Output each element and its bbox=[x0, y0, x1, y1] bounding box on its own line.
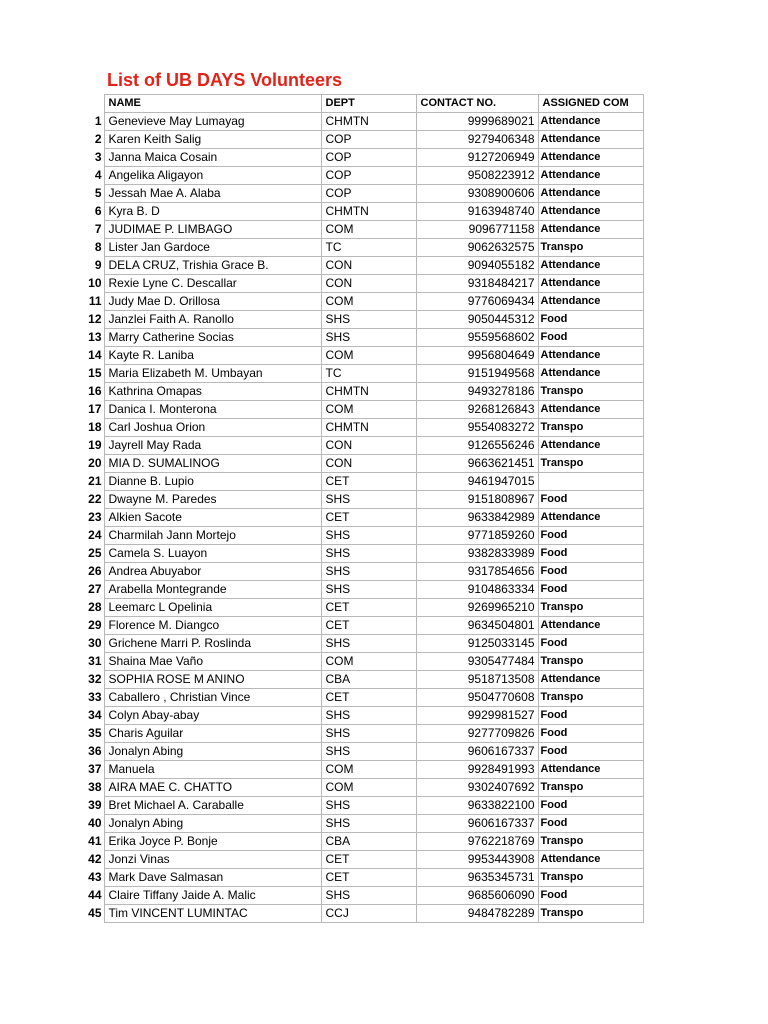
table-row bbox=[84, 401, 643, 419]
table-row bbox=[84, 581, 643, 599]
row-number: 9 bbox=[94, 258, 102, 272]
table-row bbox=[84, 275, 643, 293]
volunteer-dept: SHS bbox=[321, 743, 416, 761]
volunteer-dept: CET bbox=[321, 851, 416, 869]
contact-number: 9268126843 bbox=[416, 401, 538, 419]
volunteer-name: AIRA MAE C. CHATTO bbox=[104, 779, 321, 797]
volunteer-dept: COM bbox=[321, 761, 416, 779]
volunteer-dept: CHMTN bbox=[321, 113, 416, 131]
table-row bbox=[84, 509, 643, 527]
contact-number: 9127206949 bbox=[416, 149, 538, 167]
volunteer-name: Arabella Montegrande bbox=[104, 581, 321, 599]
table-row bbox=[84, 689, 643, 707]
table-row bbox=[84, 257, 643, 275]
contact-number: 9776069434 bbox=[416, 293, 538, 311]
row-number: 2 bbox=[94, 132, 102, 146]
volunteer-name: Jayrell May Rada bbox=[104, 437, 321, 455]
row-number: 6 bbox=[94, 204, 102, 218]
contact-number: 9929981527 bbox=[416, 707, 538, 725]
contact-number: 9685606090 bbox=[416, 887, 538, 905]
table-row bbox=[84, 347, 643, 365]
assigned-com: Food bbox=[538, 311, 643, 329]
row-number: 24 bbox=[88, 528, 102, 542]
assigned-com: Food bbox=[538, 329, 643, 347]
volunteer-name: Jonzi Vinas bbox=[104, 851, 321, 869]
contact-number: 9956804649 bbox=[416, 347, 538, 365]
assigned-com bbox=[538, 473, 643, 491]
row-number: 31 bbox=[88, 654, 102, 668]
assigned-com: Attendance bbox=[538, 365, 643, 383]
volunteer-name: Janna Maica Cosain bbox=[104, 149, 321, 167]
row-number: 29 bbox=[88, 618, 102, 632]
volunteer-name: Grichene Marri P. Roslinda bbox=[104, 635, 321, 653]
row-number: 5 bbox=[94, 186, 102, 200]
volunteer-name: Leemarc L Opelinia bbox=[104, 599, 321, 617]
volunteer-dept: CHMTN bbox=[321, 203, 416, 221]
row-number: 37 bbox=[88, 762, 102, 776]
contact-number: 9094055182 bbox=[416, 257, 538, 275]
table-row bbox=[84, 635, 643, 653]
row-number: 22 bbox=[88, 492, 102, 506]
contact-number: 9163948740 bbox=[416, 203, 538, 221]
volunteer-dept: CET bbox=[321, 617, 416, 635]
row-number: 21 bbox=[88, 474, 102, 488]
table-row bbox=[84, 473, 643, 491]
header-number bbox=[84, 95, 104, 113]
table-row bbox=[84, 113, 643, 131]
assigned-com: Attendance bbox=[538, 509, 643, 527]
assigned-com: Transpo bbox=[538, 905, 643, 923]
volunteer-name: Carl Joshua Orion bbox=[104, 419, 321, 437]
table-row bbox=[84, 545, 643, 563]
assigned-com: Attendance bbox=[538, 437, 643, 455]
table-row bbox=[84, 311, 643, 329]
volunteer-name: Angelika Aligayon bbox=[104, 167, 321, 185]
volunteer-dept: CON bbox=[321, 437, 416, 455]
row-number: 15 bbox=[88, 366, 102, 380]
table-row bbox=[84, 707, 643, 725]
volunteer-dept: CET bbox=[321, 509, 416, 527]
volunteer-name: Camela S. Luayon bbox=[104, 545, 321, 563]
contact-number: 9125033145 bbox=[416, 635, 538, 653]
contact-number: 9928491993 bbox=[416, 761, 538, 779]
volunteer-name: Genevieve May Lumayag bbox=[104, 113, 321, 131]
contact-number: 9953443908 bbox=[416, 851, 538, 869]
table-row bbox=[84, 869, 643, 887]
volunteer-name: DELA CRUZ, Trishia Grace B. bbox=[104, 257, 321, 275]
volunteer-name: Maria Elizabeth M. Umbayan bbox=[104, 365, 321, 383]
row-number: 39 bbox=[88, 798, 102, 812]
row-number: 18 bbox=[88, 420, 102, 434]
contact-number: 9484782289 bbox=[416, 905, 538, 923]
row-number: 14 bbox=[88, 348, 102, 362]
table-row bbox=[84, 185, 643, 203]
contact-number: 9151808967 bbox=[416, 491, 538, 509]
contact-number: 9305477484 bbox=[416, 653, 538, 671]
contact-number: 9269965210 bbox=[416, 599, 538, 617]
volunteer-dept: COP bbox=[321, 131, 416, 149]
volunteer-dept: CCJ bbox=[321, 905, 416, 923]
table-row bbox=[84, 365, 643, 383]
table-row bbox=[84, 203, 643, 221]
volunteer-name: Lister Jan Gardoce bbox=[104, 239, 321, 257]
table-row bbox=[84, 671, 643, 689]
contact-number: 9504770608 bbox=[416, 689, 538, 707]
table-row bbox=[84, 131, 643, 149]
volunteer-name: Alkien Sacote bbox=[104, 509, 321, 527]
table-row bbox=[84, 221, 643, 239]
assigned-com: Food bbox=[538, 545, 643, 563]
row-number: 40 bbox=[88, 816, 102, 830]
row-number: 28 bbox=[88, 600, 102, 614]
row-number: 13 bbox=[88, 330, 102, 344]
volunteer-dept: SHS bbox=[321, 329, 416, 347]
row-number: 20 bbox=[88, 456, 102, 470]
volunteer-dept: CET bbox=[321, 869, 416, 887]
row-number: 41 bbox=[88, 834, 102, 848]
volunteer-name: Dwayne M. Paredes bbox=[104, 491, 321, 509]
assigned-com: Attendance bbox=[538, 671, 643, 689]
assigned-com: Attendance bbox=[538, 203, 643, 221]
volunteer-dept: CHMTN bbox=[321, 383, 416, 401]
assigned-com: Food bbox=[538, 815, 643, 833]
volunteer-name: Charmilah Jann Mortejo bbox=[104, 527, 321, 545]
contact-number: 9382833989 bbox=[416, 545, 538, 563]
row-number: 25 bbox=[88, 546, 102, 560]
table-row bbox=[84, 599, 643, 617]
table-row bbox=[84, 167, 643, 185]
volunteer-name: Andrea Abuyabor bbox=[104, 563, 321, 581]
volunteer-name: Shaina Mae Vaño bbox=[104, 653, 321, 671]
contact-number: 9308900606 bbox=[416, 185, 538, 203]
contact-number: 9126556246 bbox=[416, 437, 538, 455]
table-row bbox=[84, 797, 643, 815]
volunteer-dept: CET bbox=[321, 599, 416, 617]
table-row bbox=[84, 383, 643, 401]
assigned-com: Transpo bbox=[538, 455, 643, 473]
table-row bbox=[84, 743, 643, 761]
volunteer-dept: SHS bbox=[321, 635, 416, 653]
row-number: 10 bbox=[88, 276, 102, 290]
row-number: 17 bbox=[88, 402, 102, 416]
table-row bbox=[84, 293, 643, 311]
contact-number: 9633822100 bbox=[416, 797, 538, 815]
assigned-com: Food bbox=[538, 887, 643, 905]
contact-number: 9461947015 bbox=[416, 473, 538, 491]
assigned-com: Attendance bbox=[538, 347, 643, 365]
volunteer-name: Dianne B. Lupio bbox=[104, 473, 321, 491]
table-row bbox=[84, 329, 643, 347]
row-number: 26 bbox=[88, 564, 102, 578]
assigned-com: Food bbox=[538, 563, 643, 581]
assigned-com: Food bbox=[538, 527, 643, 545]
volunteer-dept: SHS bbox=[321, 545, 416, 563]
volunteer-dept: TC bbox=[321, 365, 416, 383]
volunteer-name: Kyra B. D bbox=[104, 203, 321, 221]
row-number: 30 bbox=[88, 636, 102, 650]
row-number: 38 bbox=[88, 780, 102, 794]
volunteer-name: Kayte R. Laniba bbox=[104, 347, 321, 365]
volunteer-dept: SHS bbox=[321, 707, 416, 725]
assigned-com: Food bbox=[538, 707, 643, 725]
contact-number: 9508223912 bbox=[416, 167, 538, 185]
volunteer-name: Jessah Mae A. Alaba bbox=[104, 185, 321, 203]
contact-number: 9762218769 bbox=[416, 833, 538, 851]
contact-number: 9518713508 bbox=[416, 671, 538, 689]
table-row bbox=[84, 761, 643, 779]
row-number: 33 bbox=[88, 690, 102, 704]
assigned-com: Food bbox=[538, 581, 643, 599]
assigned-com: Transpo bbox=[538, 653, 643, 671]
volunteer-name: Danica I. Monterona bbox=[104, 401, 321, 419]
volunteer-dept: SHS bbox=[321, 815, 416, 833]
volunteer-name: Claire Tiffany Jaide A. Malic bbox=[104, 887, 321, 905]
volunteer-dept: CON bbox=[321, 275, 416, 293]
volunteer-name: Charis Aguilar bbox=[104, 725, 321, 743]
contact-number: 9104863334 bbox=[416, 581, 538, 599]
assigned-com: Food bbox=[538, 797, 643, 815]
volunteer-name: Jonalyn Abing bbox=[104, 743, 321, 761]
assigned-com: Attendance bbox=[538, 401, 643, 419]
volunteer-dept: COP bbox=[321, 167, 416, 185]
volunteer-dept: SHS bbox=[321, 581, 416, 599]
row-number: 11 bbox=[88, 294, 102, 308]
contact-number: 9317854656 bbox=[416, 563, 538, 581]
contact-number: 9771859260 bbox=[416, 527, 538, 545]
assigned-com: Transpo bbox=[538, 833, 643, 851]
volunteer-name: Kathrina Omapas bbox=[104, 383, 321, 401]
volunteer-dept: SHS bbox=[321, 725, 416, 743]
volunteer-name: Marry Catherine Socias bbox=[104, 329, 321, 347]
volunteer-name: Rexie Lyne C. Descallar bbox=[104, 275, 321, 293]
volunteer-name: Jonalyn Abing bbox=[104, 815, 321, 833]
contact-number: 9663621451 bbox=[416, 455, 538, 473]
contact-number: 9554083272 bbox=[416, 419, 538, 437]
contact-number: 9493278186 bbox=[416, 383, 538, 401]
row-number: 35 bbox=[88, 726, 102, 740]
contact-number: 9279406348 bbox=[416, 131, 538, 149]
contact-number: 9302407692 bbox=[416, 779, 538, 797]
header-row bbox=[84, 95, 643, 113]
assigned-com: Attendance bbox=[538, 185, 643, 203]
row-number: 43 bbox=[88, 870, 102, 884]
row-number: 32 bbox=[88, 672, 102, 686]
assigned-com: Transpo bbox=[538, 239, 643, 257]
contact-number: 9634504801 bbox=[416, 617, 538, 635]
volunteer-dept: COP bbox=[321, 149, 416, 167]
volunteer-dept: SHS bbox=[321, 311, 416, 329]
volunteer-dept: CON bbox=[321, 455, 416, 473]
assigned-com: Attendance bbox=[538, 257, 643, 275]
assigned-com: Attendance bbox=[538, 167, 643, 185]
assigned-com: Attendance bbox=[538, 851, 643, 869]
contact-number: 9606167337 bbox=[416, 743, 538, 761]
assigned-com: Transpo bbox=[538, 689, 643, 707]
assigned-com: Attendance bbox=[538, 221, 643, 239]
table-row bbox=[84, 815, 643, 833]
table-row bbox=[84, 437, 643, 455]
row-number: 36 bbox=[88, 744, 102, 758]
header-assigned-com: ASSIGNED COM bbox=[538, 95, 643, 113]
table-row bbox=[84, 149, 643, 167]
volunteer-dept: CHMTN bbox=[321, 419, 416, 437]
volunteer-dept: COM bbox=[321, 779, 416, 797]
table-row bbox=[84, 419, 643, 437]
volunteer-dept: SHS bbox=[321, 887, 416, 905]
volunteer-dept: COM bbox=[321, 221, 416, 239]
assigned-com: Transpo bbox=[538, 869, 643, 887]
volunteer-dept: CBA bbox=[321, 833, 416, 851]
row-number: 8 bbox=[94, 240, 102, 254]
table-row bbox=[84, 887, 643, 905]
volunteer-name: Bret Michael A. Caraballe bbox=[104, 797, 321, 815]
page-title: List of UB DAYS Volunteers bbox=[107, 70, 343, 90]
table-row bbox=[84, 905, 643, 923]
contact-number: 9635345731 bbox=[416, 869, 538, 887]
volunteer-name: Tim VINCENT LUMINTAC bbox=[104, 905, 321, 923]
volunteer-name: Judy Mae D. Orillosa bbox=[104, 293, 321, 311]
contact-number: 9318484217 bbox=[416, 275, 538, 293]
volunteers-table bbox=[84, 94, 644, 923]
volunteer-dept: SHS bbox=[321, 491, 416, 509]
contact-number: 9559568602 bbox=[416, 329, 538, 347]
contact-number: 9151949568 bbox=[416, 365, 538, 383]
row-number: 42 bbox=[88, 852, 102, 866]
assigned-com: Transpo bbox=[538, 383, 643, 401]
row-number: 44 bbox=[88, 888, 102, 902]
assigned-com: Transpo bbox=[538, 599, 643, 617]
row-number: 7 bbox=[94, 222, 102, 236]
volunteer-name: Florence M. Diangco bbox=[104, 617, 321, 635]
table-row bbox=[84, 725, 643, 743]
volunteer-dept: CET bbox=[321, 689, 416, 707]
table-row bbox=[84, 491, 643, 509]
assigned-com: Food bbox=[538, 725, 643, 743]
table-row bbox=[84, 617, 643, 635]
volunteer-name: Manuela bbox=[104, 761, 321, 779]
table-row bbox=[84, 527, 643, 545]
row-number: 3 bbox=[94, 150, 102, 164]
header-contact: CONTACT NO. bbox=[416, 95, 538, 113]
table-row bbox=[84, 779, 643, 797]
volunteer-name: Karen Keith Salig bbox=[104, 131, 321, 149]
contact-number: 9277709826 bbox=[416, 725, 538, 743]
volunteer-dept: CON bbox=[321, 257, 416, 275]
volunteer-dept: SHS bbox=[321, 527, 416, 545]
volunteer-dept: SHS bbox=[321, 563, 416, 581]
volunteer-dept: COM bbox=[321, 401, 416, 419]
assigned-com: Food bbox=[538, 491, 643, 509]
volunteer-dept: COM bbox=[321, 347, 416, 365]
contact-number: 9606167337 bbox=[416, 815, 538, 833]
assigned-com: Attendance bbox=[538, 113, 643, 131]
volunteer-name: Erika Joyce P. Bonje bbox=[104, 833, 321, 851]
volunteer-name: Mark Dave Salmasan bbox=[104, 869, 321, 887]
assigned-com: Attendance bbox=[538, 617, 643, 635]
header-name: NAME bbox=[104, 95, 321, 113]
volunteer-name: Colyn Abay-abay bbox=[104, 707, 321, 725]
volunteer-dept: COP bbox=[321, 185, 416, 203]
contact-number: 9050445312 bbox=[416, 311, 538, 329]
volunteer-dept: COM bbox=[321, 293, 416, 311]
contact-number: 9096771158 bbox=[416, 221, 538, 239]
assigned-com: Attendance bbox=[538, 293, 643, 311]
assigned-com: Transpo bbox=[538, 419, 643, 437]
header-dept: DEPT bbox=[321, 95, 416, 113]
row-number: 34 bbox=[88, 708, 102, 722]
contact-number: 9062632575 bbox=[416, 239, 538, 257]
contact-number: 9633842989 bbox=[416, 509, 538, 527]
row-number: 27 bbox=[88, 582, 102, 596]
assigned-com: Attendance bbox=[538, 275, 643, 293]
volunteer-dept: CBA bbox=[321, 671, 416, 689]
volunteer-name: SOPHIA ROSE M ANINO bbox=[104, 671, 321, 689]
volunteer-dept: CET bbox=[321, 473, 416, 491]
row-number: 23 bbox=[88, 510, 102, 524]
row-number: 45 bbox=[88, 906, 102, 920]
volunteer-name: MIA D. SUMALINOG bbox=[104, 455, 321, 473]
volunteer-name: Janzlei Faith A. Ranollo bbox=[104, 311, 321, 329]
table-row bbox=[84, 851, 643, 869]
volunteer-name: JUDIMAE P. LIMBAGO bbox=[104, 221, 321, 239]
assigned-com: Food bbox=[538, 743, 643, 761]
row-number: 19 bbox=[88, 438, 102, 452]
volunteer-dept: COM bbox=[321, 653, 416, 671]
assigned-com: Attendance bbox=[538, 761, 643, 779]
table-row bbox=[84, 455, 643, 473]
row-number: 12 bbox=[88, 312, 102, 326]
table-row bbox=[84, 239, 643, 257]
assigned-com: Food bbox=[538, 635, 643, 653]
row-number: 16 bbox=[88, 384, 102, 398]
assigned-com: Attendance bbox=[538, 149, 643, 167]
row-number: 4 bbox=[94, 168, 102, 182]
volunteer-dept: TC bbox=[321, 239, 416, 257]
assigned-com: Attendance bbox=[538, 131, 643, 149]
volunteer-name: Caballero , Christian Vince bbox=[104, 689, 321, 707]
contact-number: 9999689021 bbox=[416, 113, 538, 131]
table-row bbox=[84, 653, 643, 671]
row-number: 1 bbox=[94, 114, 102, 128]
table-row bbox=[84, 833, 643, 851]
assigned-com: Transpo bbox=[538, 779, 643, 797]
table-row bbox=[84, 563, 643, 581]
volunteer-dept: SHS bbox=[321, 797, 416, 815]
